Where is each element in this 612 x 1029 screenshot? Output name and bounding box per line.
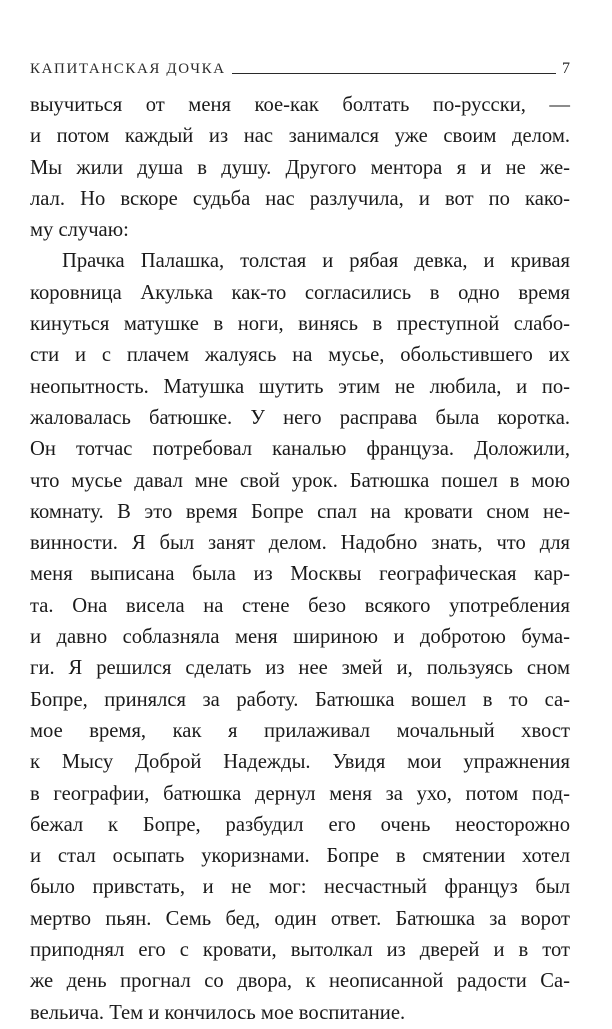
text-line: в географии, батюшка дернул меня за ухо, потом под- (30, 782, 570, 805)
text-line: и стал осыпать укоризнами. Бопре в смятении хотел (30, 845, 570, 868)
book-page (30, 56, 570, 1029)
text-line: было привстать, и не мог: несчастный француз был (30, 876, 570, 899)
running-title: КАПИТАНСКАЯ ДОЧКА (30, 61, 226, 77)
text-line: мертво пьян. Семь бед, один ответ. Батюшка за ворот (30, 907, 570, 930)
text-line: приподнял его с кровати, вытолкал из дверей и в тот (30, 939, 570, 962)
text-line: же день прогнал со двора, к неописанной радости Са- (30, 970, 570, 993)
text-line: неопытность. Матушка шутить этим не любила, и по- (30, 375, 570, 398)
text-line: коровница Акулька как-то согласились в одно время (30, 281, 570, 304)
header-rule (232, 73, 556, 74)
text-line: выучиться от меня кое-как болтать по-русски, — (30, 94, 570, 116)
text-line: сти и с плачем жалуясь на мусье, обольстившего их (30, 344, 570, 367)
text-line: ги. Я решился сделать из нее змей и, пользуясь сном (30, 657, 570, 680)
paragraph-1 (30, 90, 570, 246)
text-line: и потом каждый из нас занимался уже своим делом. (30, 125, 570, 148)
text-line: что мусье давал мне свой урок. Батюшка пошел в мою (30, 469, 570, 492)
text-line: вельича. Тем и кончилось мое воспитание. (30, 1001, 406, 1024)
text-line: лал. Но вскоре судьба нас разлучила, и вот по како- (30, 187, 570, 210)
text-line: Прачка Палашка, толстая и рябая девка, и кривая (62, 250, 570, 273)
running-header (30, 56, 570, 78)
text-line: меня выписана была из Москвы географическая кар- (30, 563, 570, 586)
paragraph-2 (30, 246, 570, 1028)
text-line: му случаю: (30, 219, 129, 242)
text-line: и давно соблазняла меня шириною и добротою бума- (30, 626, 570, 649)
text-line: жаловалась батюшке. У него расправа была коротка. (30, 406, 570, 429)
text-line: Бопре, принялся за работу. Батюшка вошел в то са- (30, 688, 570, 711)
text-line: к Мысу Доброй Надежды. Увидя мои упражнения (30, 751, 570, 774)
text-line: та. Она висела на стене безо всякого употребления (30, 594, 570, 617)
text-line: комнату. В это время Бопре спал на кровати сном не- (30, 500, 570, 523)
text-line: винности. Я был занят делом. Надобно знать, что для (30, 532, 570, 555)
text-line: бежал к Бопре, разбудил его очень неосторожно (30, 813, 570, 836)
text-line: Он тотчас потребовал каналью француза. Доложили, (30, 438, 570, 461)
text-line: кинуться матушке в ноги, винясь в преступной слабо- (30, 313, 570, 336)
page-number: 7 (562, 60, 570, 77)
text-line: Мы жили душа в душу. Другого ментора я и не же- (30, 156, 570, 179)
body-text (30, 90, 570, 1029)
text-line: мое время, как я прилаживал мочальный хвост (30, 719, 570, 742)
